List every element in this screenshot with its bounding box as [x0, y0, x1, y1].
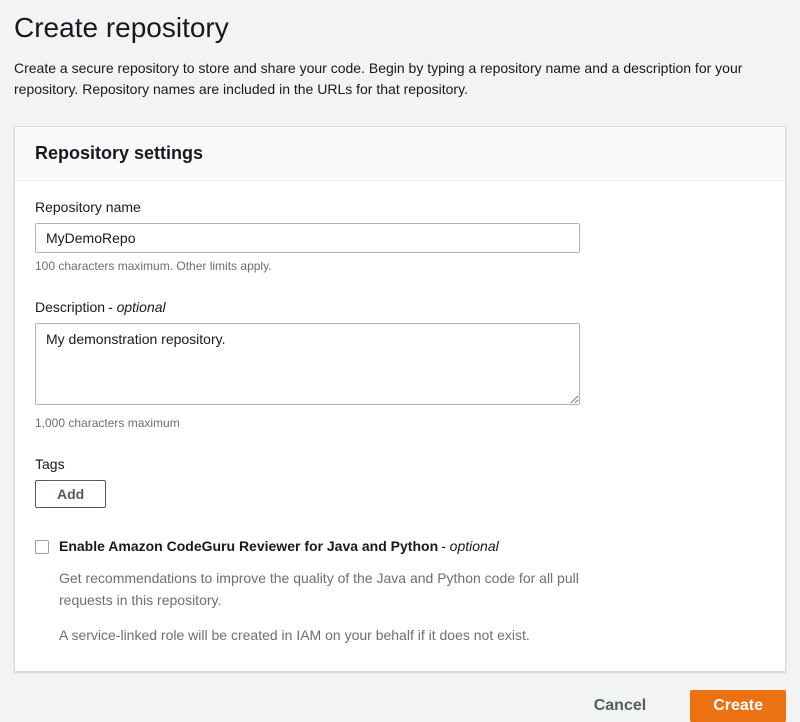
codeguru-section — [35, 538, 765, 647]
repository-settings-panel — [14, 126, 786, 672]
repository-name-input[interactable] — [35, 223, 580, 253]
panel-body — [15, 181, 785, 671]
description-label-text: Description — [35, 299, 106, 315]
description-optional-suffix: - optional — [108, 299, 166, 315]
codeguru-checkbox[interactable] — [35, 540, 49, 554]
create-button[interactable]: Create — [690, 690, 786, 722]
codeguru-checkbox-row — [35, 538, 765, 554]
codeguru-label-text: Enable Amazon CodeGuru Reviewer for Java and Python — [59, 538, 439, 554]
codeguru-optional-suffix: - optional — [441, 538, 499, 554]
panel-title: Repository settings — [35, 143, 204, 163]
repository-name-field — [35, 199, 765, 273]
tags-field — [35, 456, 765, 508]
repository-name-label: Repository name — [35, 199, 141, 215]
repository-name-hint: 100 characters maximum. Other limits apply. — [35, 259, 272, 273]
page-title: Create repository — [14, 12, 229, 43]
form-actions — [14, 690, 786, 722]
codeguru-description: Get recommendations to improve the quality of the Java and Python code for all pull requests in this repository. — [59, 570, 579, 608]
codeguru-label[interactable] — [59, 538, 499, 554]
description-label — [35, 299, 765, 315]
tags-label: Tags — [35, 456, 65, 472]
description-textarea[interactable] — [35, 323, 580, 405]
page-intro: Create a secure repository to store and share your code. Begin by typing a repository name and a description for your repository. Repository names are included in the URLs for that repository. — [14, 60, 743, 97]
description-hint: 1,000 characters maximum — [35, 416, 180, 430]
description-field — [35, 299, 765, 430]
add-tag-button[interactable]: Add — [35, 480, 106, 508]
panel-header — [15, 127, 785, 181]
cancel-button[interactable]: Cancel — [594, 691, 646, 721]
codeguru-iam-note: A service-linked role will be created in IAM on your behalf if it does not exist. — [59, 627, 530, 644]
